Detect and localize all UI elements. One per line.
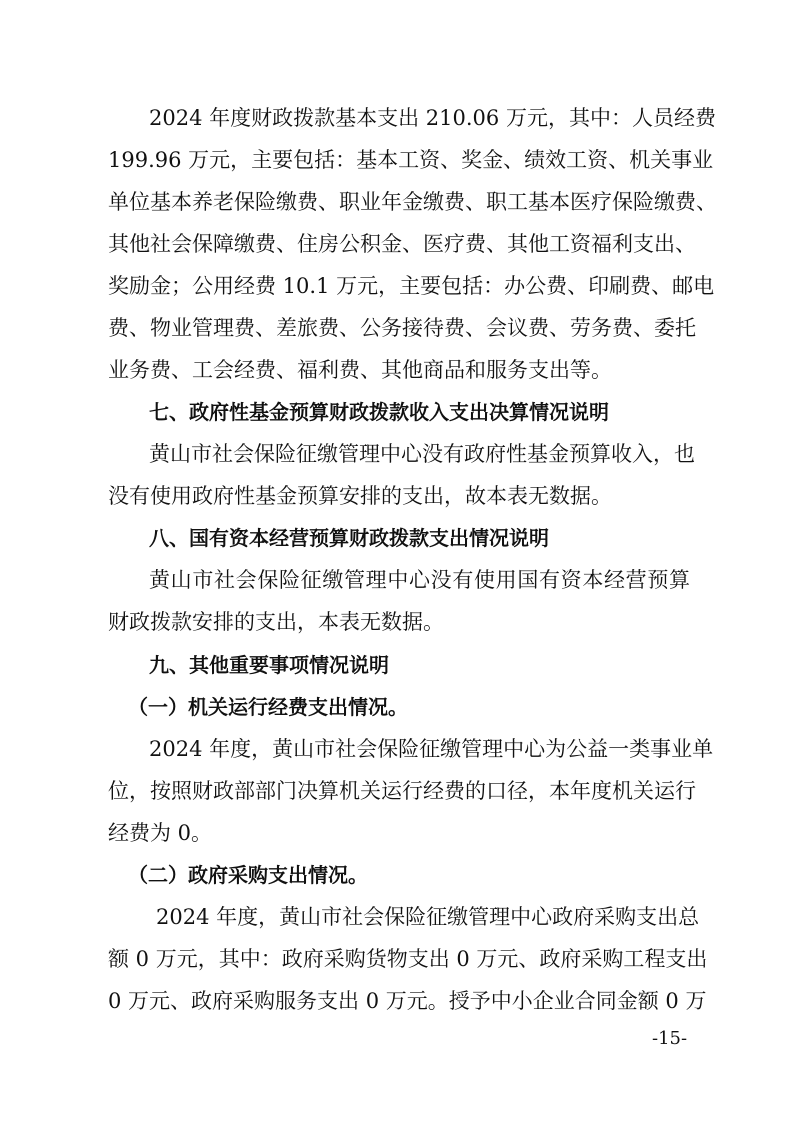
section-heading-9: 九、其他重要事项情况说明 bbox=[149, 653, 389, 677]
paragraph-line: 其他社会保障缴费、住房公积金、医疗费、其他工资福利支出、 bbox=[108, 232, 696, 256]
paragraph-line: 199.96 万元，主要包括：基本工资、奖金、绩效工资、机关事业 bbox=[108, 148, 714, 172]
subsection-heading-1: （一）机关运行经费支出情况。 bbox=[128, 695, 408, 719]
paragraph-line: 财政拨款安排的支出，本表无数据。 bbox=[108, 610, 444, 634]
paragraph-line: 经费为 0。 bbox=[108, 821, 213, 845]
paragraph-line: 没有使用政府性基金预算安排的支出，故本表无数据。 bbox=[108, 484, 612, 508]
paragraph-line: 位，按照财政部部门决算机关运行经费的口径，本年度机关运行 bbox=[108, 779, 696, 803]
section-heading-8: 八、国有资本经营预算财政拨款支出情况说明 bbox=[149, 526, 549, 550]
section-heading-7: 七、政府性基金预算财政拨款收入支出决算情况说明 bbox=[149, 400, 609, 424]
paragraph-line: 0 万元、政府采购服务支出 0 万元。授予中小企业合同金额 0 万 bbox=[108, 989, 707, 1013]
page-number: -15- bbox=[652, 1028, 688, 1049]
paragraph-line: 黄山市社会保险征缴管理中心没有政府性基金预算收入，也 bbox=[149, 442, 695, 466]
paragraph-line: 单位基本养老保险缴费、职业年金缴费、职工基本医疗保险缴费、 bbox=[108, 190, 717, 214]
paragraph-line: 费、物业管理费、差旅费、公务接待费、会议费、劳务费、委托 bbox=[108, 316, 696, 340]
paragraph-line: 2024 年度，黄山市社会保险征缴管理中心为公益一类事业单 bbox=[149, 737, 714, 761]
subsection-heading-2: （二）政府采购支出情况。 bbox=[128, 863, 368, 887]
paragraph-line: 2024 年度财政拨款基本支出 210.06 万元，其中：人员经费 bbox=[149, 106, 716, 130]
paragraph-line: 2024 年度，黄山市社会保险征缴管理中心政府采购支出总 bbox=[156, 905, 700, 929]
paragraph-line: 奖励金；公用经费 10.1 万元，主要包括：办公费、印刷费、邮电 bbox=[108, 274, 715, 298]
paragraph-line: 额 0 万元，其中：政府采购货物支出 0 万元、政府采购工程支出 bbox=[108, 947, 708, 971]
paragraph-line: 黄山市社会保险征缴管理中心没有使用国有资本经营预算 bbox=[149, 568, 690, 592]
paragraph-line: 业务费、工会经费、福利费、其他商品和服务支出等。 bbox=[108, 358, 612, 382]
